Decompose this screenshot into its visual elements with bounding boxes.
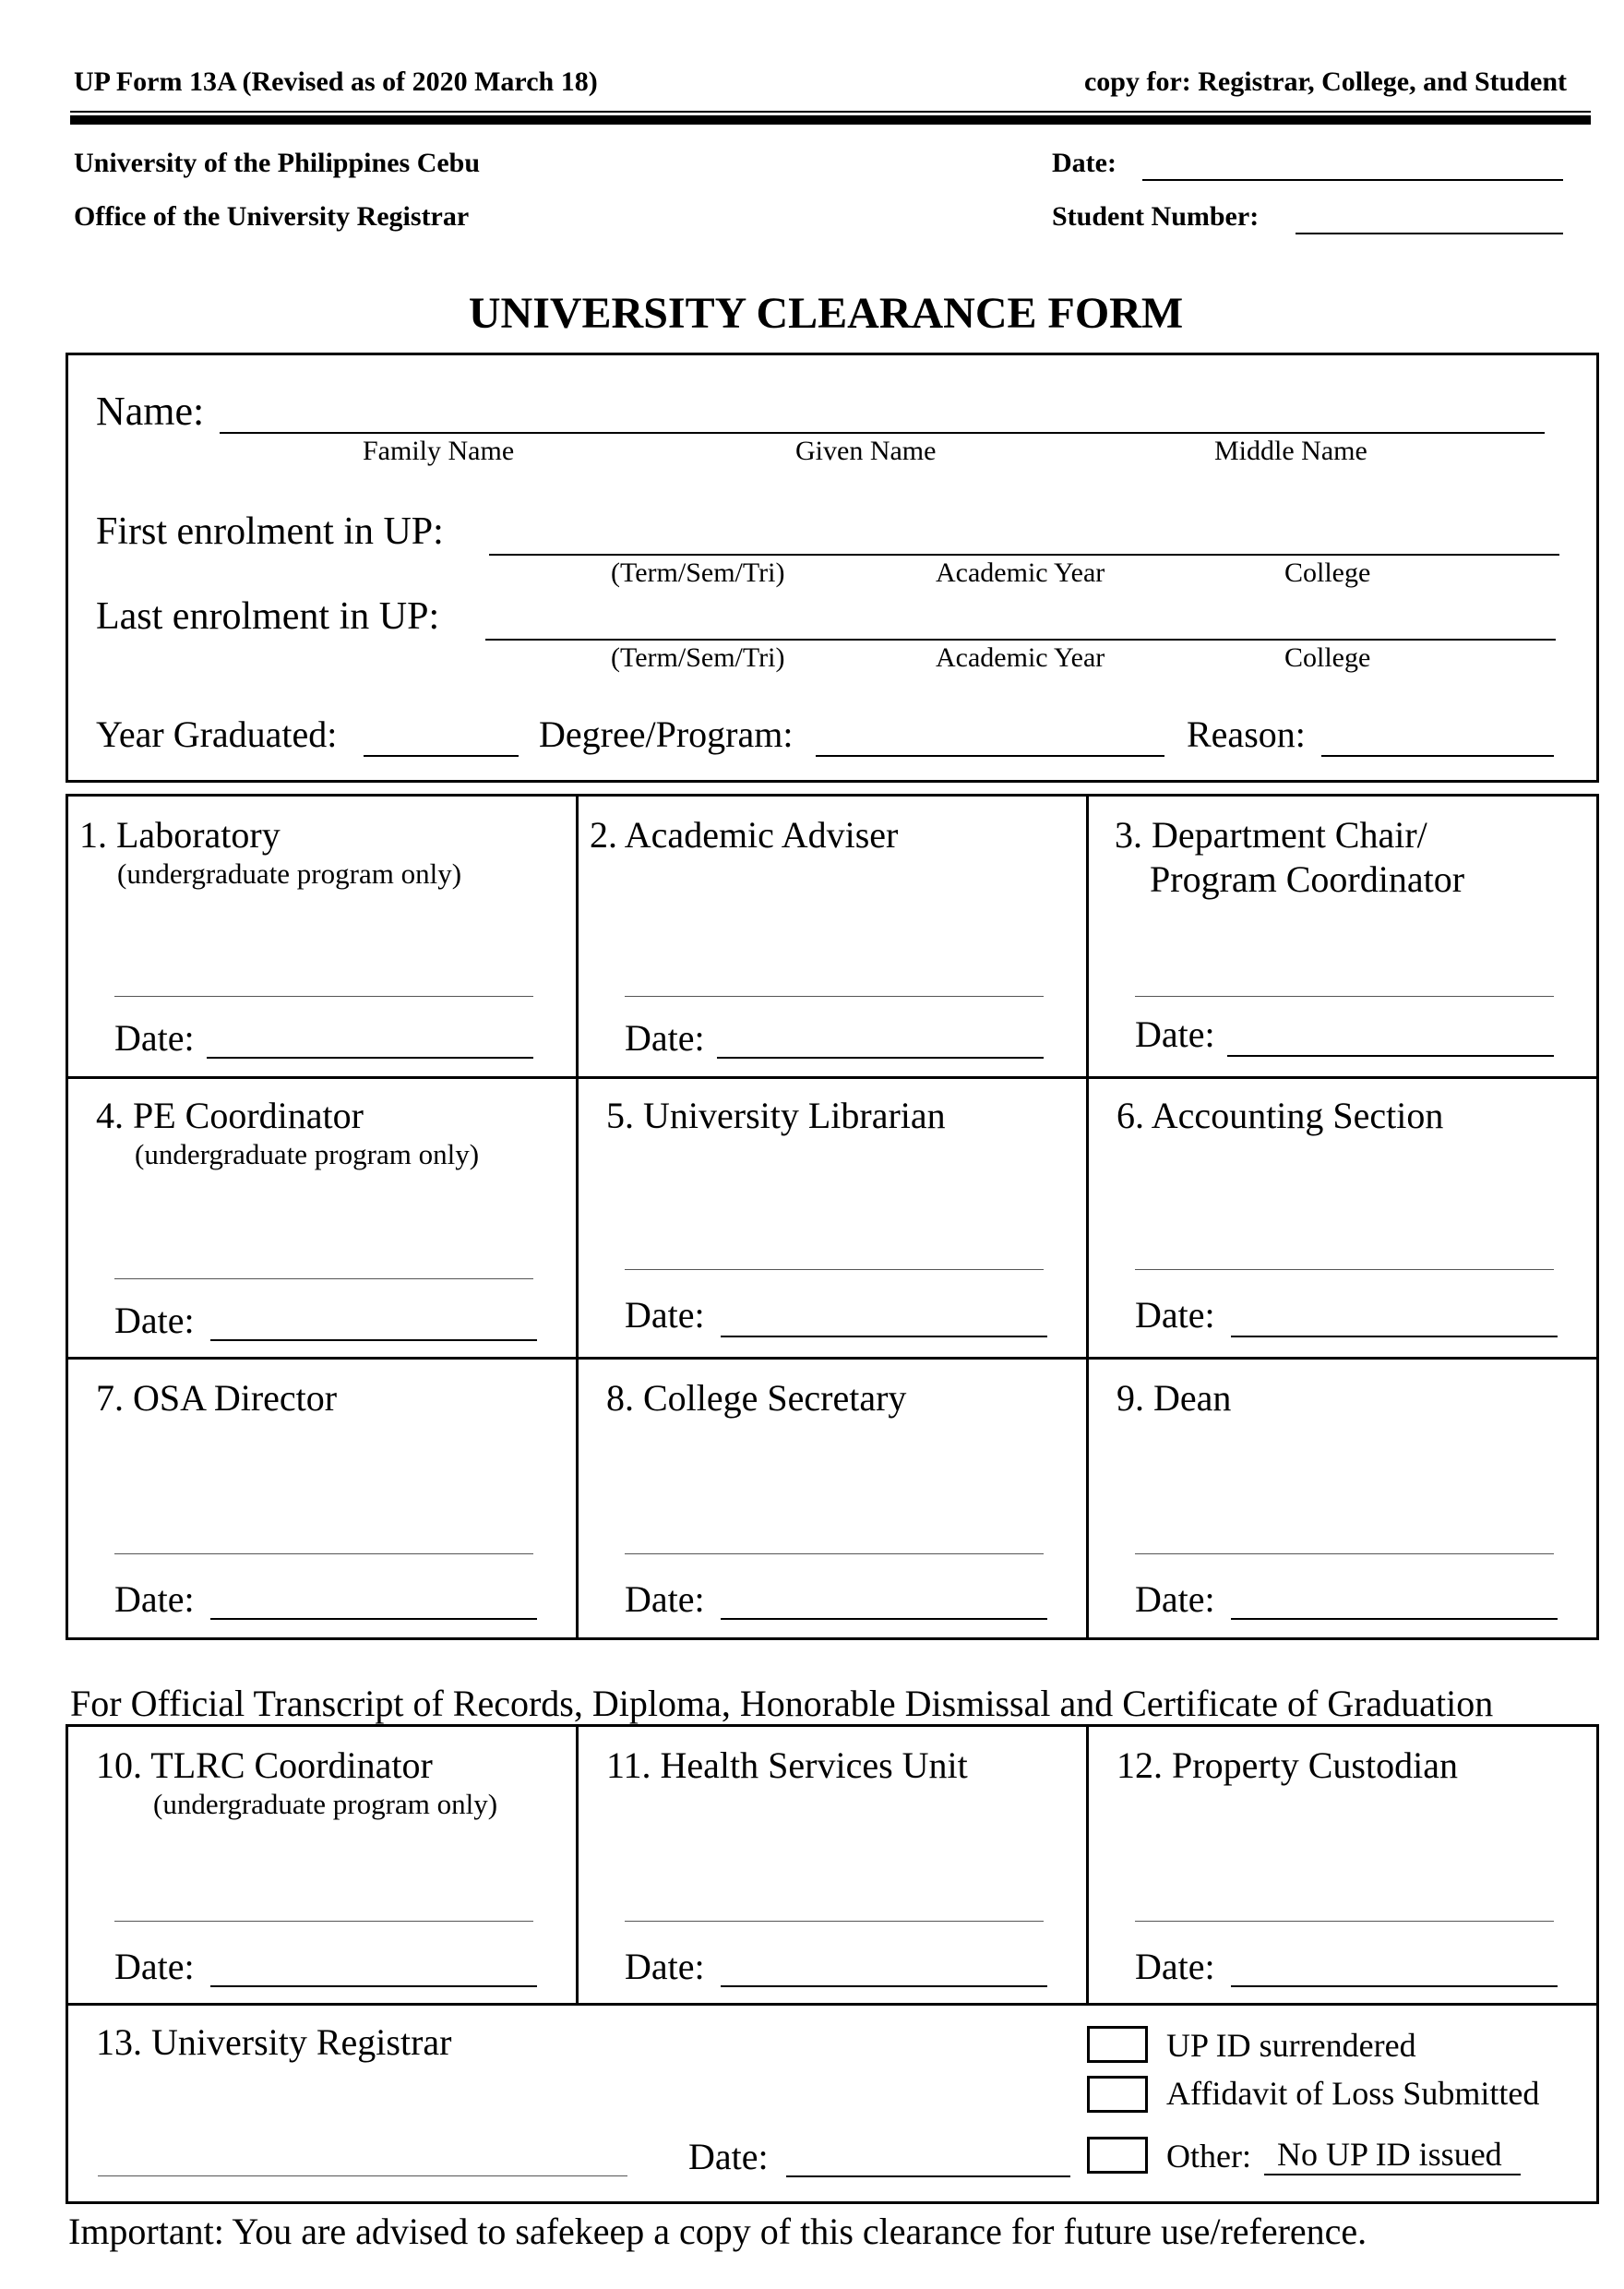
date-field[interactable] (721, 1618, 1047, 1620)
signature-line[interactable] (625, 1921, 1044, 1922)
given-name-caption: Given Name (795, 436, 937, 466)
header-rule-thick (70, 115, 1591, 125)
date-label: Date: (1135, 1013, 1215, 1055)
date-label: Date: (114, 1300, 195, 1341)
signatory-title: 1. Laboratory (79, 814, 281, 856)
reason-field[interactable] (1321, 755, 1554, 757)
university-name: University of the Philippines Cebu (74, 148, 481, 178)
date-label: Date: (1135, 1946, 1215, 1987)
date-field[interactable] (721, 1336, 1047, 1337)
first-term-caption: (Term/Sem/Tri) (611, 557, 785, 588)
signatory-title: 12. Property Custodian (1116, 1744, 1458, 1786)
date-field[interactable] (1231, 1985, 1558, 1987)
checkbox-affidavit-of-loss[interactable] (1087, 2076, 1148, 2113)
signatory-cell-osa-director (66, 1357, 579, 1640)
signature-line[interactable] (625, 1553, 1044, 1554)
signatory-title: 4. PE Coordinator (96, 1095, 364, 1136)
signature-line[interactable] (98, 2175, 627, 2176)
signature-line[interactable] (114, 996, 533, 997)
checkbox-label: Other: (1166, 2138, 1251, 2175)
official-heading: For Official Transcript of Records, Diploma, Honorable Dismissal and Certificate of Graduation (70, 1683, 1494, 1724)
date-field[interactable] (210, 1339, 537, 1341)
date-field[interactable] (1142, 179, 1563, 181)
signature-line[interactable] (1135, 996, 1554, 997)
signatory-cell-pe-coordinator (66, 1076, 579, 1360)
date-label: Date: (688, 2136, 769, 2177)
signatory-cell-dean (1086, 1357, 1599, 1640)
last-college-caption: College (1284, 642, 1371, 673)
middle-name-caption: Middle Name (1214, 436, 1367, 466)
degree-field[interactable] (816, 755, 1164, 757)
signatory-title: 9. Dean (1116, 1377, 1232, 1419)
signature-line[interactable] (114, 1921, 533, 1922)
student-number-label: Student Number: (1052, 201, 1260, 232)
date-label: Date: (114, 1946, 195, 1987)
signature-line[interactable] (114, 1553, 533, 1554)
form-id: UP Form 13A (Revised as of 2020 March 18) (74, 66, 598, 97)
name-label: Name: (96, 389, 205, 434)
date-label: Date: (1135, 1294, 1215, 1336)
signature-line[interactable] (625, 1269, 1044, 1270)
signatory-cell-health-services (576, 1724, 1089, 2006)
signatory-title: 11. Health Services Unit (606, 1744, 968, 1786)
last-ay-caption: Academic Year (936, 642, 1105, 673)
date-field[interactable] (1231, 1336, 1558, 1337)
form-title: UNIVERSITY CLEARANCE FORM (468, 289, 1184, 338)
date-field[interactable] (717, 1057, 1044, 1059)
signatory-title: 3. Department Chair/ (1115, 814, 1427, 856)
checkbox-label: UP ID surrendered (1166, 2027, 1416, 2064)
copy-for: copy for: Registrar, College, and Student (1083, 66, 1567, 97)
checkbox-other[interactable] (1087, 2137, 1148, 2174)
signatory-title: 7. OSA Director (96, 1377, 338, 1419)
date-label: Date: (625, 1946, 705, 1987)
date-label: Date: (625, 1294, 705, 1336)
signatory-title-line2: Program Coordinator (1150, 858, 1465, 900)
degree-label: Degree/Program: (539, 713, 794, 755)
signatory-cell-laboratory (66, 794, 579, 1079)
signatory-cell-accounting-section (1086, 1076, 1599, 1360)
signatory-cell-university-librarian (576, 1076, 1089, 1360)
family-name-caption: Family Name (363, 436, 515, 466)
signatory-title: 8. College Secretary (606, 1377, 907, 1419)
date-field[interactable] (786, 2175, 1070, 2177)
date-field[interactable] (210, 1985, 537, 1987)
signatory-title: 5. University Librarian (606, 1095, 946, 1136)
office-name: Office of the University Registrar (74, 201, 470, 232)
footer-note: Important: You are advised to safekeep a copy of this clearance for future use/reference. (68, 2211, 1367, 2252)
last-enrolment-label: Last enrolment in UP: (96, 595, 440, 638)
date-label: Date: (114, 1578, 195, 1620)
signatory-note: (undergraduate program only) (117, 857, 462, 890)
checkbox-label: Affidavit of Loss Submitted (1166, 2075, 1540, 2112)
name-field[interactable] (220, 432, 1545, 434)
student-number-field[interactable] (1296, 233, 1563, 234)
date-field[interactable] (1227, 1055, 1554, 1057)
date-label: Date: (114, 1017, 195, 1059)
signatory-note: (undergraduate program only) (135, 1138, 480, 1170)
signatory-title: 13. University Registrar (96, 2021, 452, 2063)
signatory-title: 10. TLRC Coordinator (96, 1744, 433, 1786)
year-graduated-label: Year Graduated: (96, 713, 338, 755)
signature-line[interactable] (114, 1278, 533, 1279)
signatory-title: 2. Academic Adviser (590, 814, 899, 856)
signatory-cell-university-registrar (66, 2003, 1599, 2204)
other-value-field[interactable]: No UP ID issued (1264, 2135, 1521, 2175)
date-label: Date: (1052, 148, 1116, 178)
signature-line[interactable] (625, 996, 1044, 997)
date-label: Date: (1135, 1578, 1215, 1620)
checkbox-id-surrendered[interactable] (1087, 2026, 1148, 2063)
signatory-cell-academic-adviser (576, 794, 1089, 1079)
reason-label: Reason: (1187, 713, 1306, 755)
signatory-cell-tlrc-coordinator (66, 1724, 579, 2006)
signatory-note: (undergraduate program only) (153, 1788, 498, 1820)
header-rule-thin (70, 111, 1591, 113)
signature-line[interactable] (1135, 1553, 1554, 1554)
year-graduated-field[interactable] (364, 755, 519, 757)
last-term-caption: (Term/Sem/Tri) (611, 642, 785, 673)
last-enrolment-field[interactable] (485, 639, 1556, 641)
date-field[interactable] (721, 1985, 1047, 1987)
first-college-caption: College (1284, 557, 1371, 588)
date-field[interactable] (210, 1618, 537, 1620)
date-field[interactable] (1231, 1618, 1558, 1620)
first-enrolment-field[interactable] (489, 554, 1559, 556)
signatory-cell-department-chair (1086, 794, 1599, 1079)
signature-line[interactable] (1135, 1921, 1554, 1922)
date-field[interactable] (207, 1057, 533, 1059)
signatory-title: 6. Accounting Section (1116, 1095, 1444, 1136)
date-label: Date: (625, 1578, 705, 1620)
first-enrolment-label: First enrolment in UP: (96, 510, 444, 553)
signature-line[interactable] (1135, 1269, 1554, 1270)
date-label: Date: (625, 1017, 705, 1059)
signatory-cell-property-custodian (1086, 1724, 1599, 2006)
first-ay-caption: Academic Year (936, 557, 1105, 588)
signatory-cell-college-secretary (576, 1357, 1089, 1640)
